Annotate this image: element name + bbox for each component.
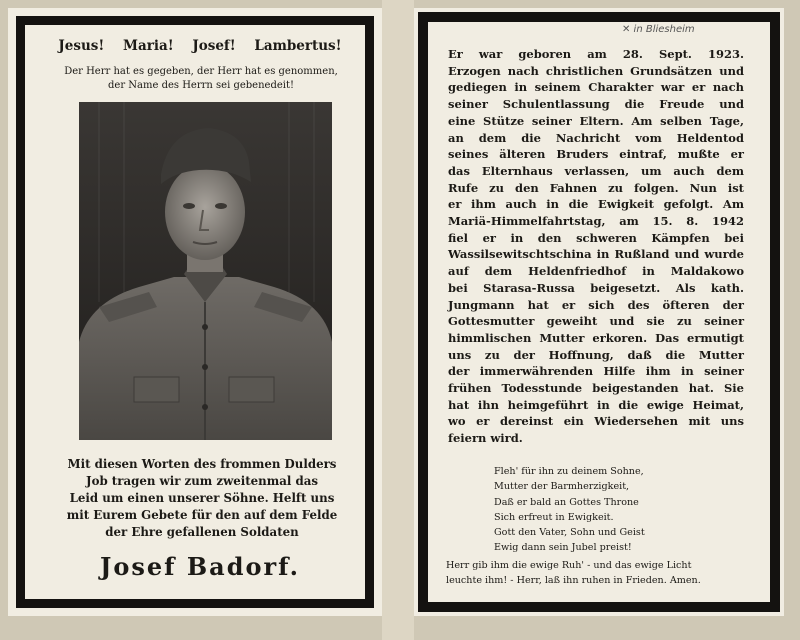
bio-line: wo er dereinst ein Wiedersehen mit uns <box>448 414 744 429</box>
memorial-line: mit Eurem Gebete für den auf dem Felde <box>66 508 338 522</box>
bio-line: hat ihn heimgeführt in die ewige Heimat, <box>448 397 744 412</box>
bio-line: Mariä-Himmelfahrtstag, am 15. 8. 1942 <box>448 214 744 229</box>
prayer-poem <box>494 464 645 556</box>
bio-line: das Elternhaus verlassen, um auch dem <box>448 163 744 178</box>
memorial-line: Mit diesen Worten des frommen Dulders <box>67 457 337 471</box>
soldier-portrait-photo <box>79 102 332 440</box>
closing-line: Herr gib ihm die ewige Ruh' - und das ewige Licht <box>446 560 692 571</box>
handwritten-annotation: ✕ in Bliesheim <box>622 24 695 35</box>
bio-line: Er war geboren am 28. Sept. 1923. <box>448 47 744 61</box>
bio-line: uns zu der Hoffnung, daß die Mutter <box>448 347 744 362</box>
memorial-line: Leid um einen unserer Söhne. Helft uns <box>69 491 335 505</box>
bio-line: fiel er in den schweren Kämpfen bei <box>448 230 744 245</box>
bio-line: der immerwährenden Hilfe ihm in seiner <box>448 364 744 379</box>
bio-line: Wassilsewitschtschina in Rußland und wurde <box>448 247 744 262</box>
memorial-text <box>44 456 360 541</box>
poem-line: Mutter der Barmherzigkeit, <box>494 481 630 493</box>
deceased-name: Josef Badorf. <box>100 552 300 581</box>
poem-line: Ewig dann sein Jubel preist! <box>494 542 632 554</box>
memorial-line: Job tragen wir zum zweitenmal das <box>86 474 318 488</box>
bio-line: frühen Todesstunde beigestanden hat. Sie <box>448 381 744 396</box>
card-gap <box>382 0 414 640</box>
bio-line: seines älteren Bruders eintraf, mußte er <box>448 147 744 162</box>
prayer-title: Jesus! Maria! Josef! Lambertus! <box>58 38 342 54</box>
closing-line: leuchte ihm! - Herr, laß ihn ruhen in Frieden. Amen. <box>446 575 701 587</box>
prayer-line: der Name des Herrn sei gebenedeit! <box>108 80 294 91</box>
bio-line: gediegen in seinem Charakter war er nach <box>448 80 744 95</box>
bio-line: auf dem Heldenfriedhof in Maldakowo <box>448 264 744 279</box>
bio-line: Rufe zu den Fahnen zu folgen. Nun ist <box>448 180 744 195</box>
poem-line: Fleh' für ihn zu deinem Sohne, <box>494 466 644 477</box>
bio-line: eine Stütze seiner Eltern. Am selben Tage, <box>448 113 744 128</box>
poem-line: Gott den Vater, Sohn und Geist <box>494 527 645 539</box>
bio-line: Jungmann hat er sich des öfteren der <box>448 297 744 312</box>
bio-line: Gottesmutter geweiht und sie zu seiner <box>448 314 744 329</box>
bio-line: bei Starasa-Russa beigesetzt. Als kath. <box>448 280 744 295</box>
prayer-line: Der Herr hat es gegeben, der Herr hat es genommen, <box>64 66 338 77</box>
bio-line: seiner Schulentlassung die Freude und <box>448 97 744 112</box>
bio-line: er ihm auch in die Ewigkeit gefolgt. Am <box>448 197 744 212</box>
bio-line: Erzogen nach christlichen Grundsätzen und <box>448 63 744 78</box>
portrait-image <box>79 102 332 440</box>
bio-line: an dem die Nachricht vom Heldentod <box>448 130 744 145</box>
poem-line: Sich erfreut in Ewigkeit. <box>494 511 614 523</box>
closing-prayer <box>446 558 746 589</box>
bio-line: himmlischen Mutter erkoren. Das ermutigt <box>448 330 744 345</box>
biography-text <box>448 46 744 447</box>
memorial-line: der Ehre gefallenen Soldaten <box>105 525 299 539</box>
bio-line: feiern wird. <box>448 431 523 446</box>
poem-line: Daß er bald an Gottes Throne <box>494 496 639 508</box>
